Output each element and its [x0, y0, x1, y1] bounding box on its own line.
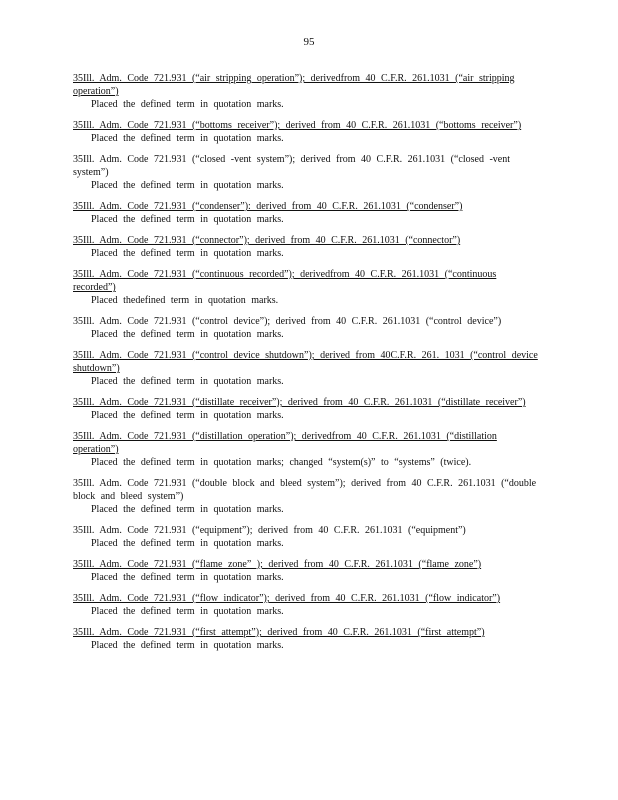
entry-distillate-receiver: [73, 396, 543, 422]
entry-citation: 35Ill. Adm. Code 721.931 (“control device shutdown”); derived from 40C.F.R. 261. 1031 (“control device shutdown”): [73, 350, 538, 374]
entry-note: Placed the defined term in quotation marks.: [91, 640, 284, 651]
entry-first-attempt: [73, 626, 543, 652]
entry-note: Placed the defined term in quotation marks.: [91, 606, 284, 617]
entry-note: Placed the defined term in quotation marks.: [91, 329, 284, 340]
entry-double-block-and-bleed-system: [73, 477, 543, 516]
entry-equipment: [73, 524, 543, 550]
entry-citation: 35Ill. Adm. Code 721.931 (“connector”); derived from 40 C.F.R. 261.1031 (“connector”): [73, 235, 461, 246]
entry-continuous-recorded: [73, 268, 543, 307]
entry-note: Placed the defined term in quotation marks.: [91, 504, 284, 515]
entry-note: Placed the defined term in quotation marks.: [91, 410, 284, 421]
entry-citation: 35Ill. Adm. Code 721.931 (“flow indicator”); derived from 40 C.F.R. 261.1031 (“flow indicator”): [73, 593, 501, 604]
entry-citation: 35Ill. Adm. Code 721.931 (“condenser”): derived from 40 C.F.R. 261.1031 (“condenser”): [73, 201, 463, 212]
entry-citation: 35Ill. Adm. Code 721.931 (“first attempt”); derived from 40 C.F.R. 261.1031 (“first attempt”): [73, 627, 485, 638]
entry-citation: 35Ill. Adm. Code 721.931 (“closed -vent system”); derived from 40 C.F.R. 261.1031 (“closed -vent system”): [73, 154, 511, 178]
entry-citation: 35Ill. Adm. Code 721.931 (“continuous recorded”); derivedfrom 40 C.F.R. 261.1031 (“continuous recorded”): [73, 269, 497, 293]
entry-note: Placed the defined term in quotation marks; changed “system(s)” to “systems” (twice).: [91, 457, 472, 468]
entry-note: Placed the defined term in quotation marks.: [91, 572, 284, 583]
entry-note: Placed the defined term in quotation marks.: [91, 99, 284, 110]
entry-note: Placed the defined term in quotation marks.: [91, 538, 284, 549]
entry-citation: 35Ill. Adm. Code 721.931 (“distillation operation”); derivedfrom 40 C.F.R. 261.1031 (“distillation operation”): [73, 431, 497, 455]
entry-citation: 35Ill. Adm. Code 721.931 (“bottoms receiver”); derived from 40 C.F.R. 261.1031 (“bottoms receiver”): [73, 120, 522, 131]
entry-note: Placed the defined term in quotation marks.: [91, 248, 284, 259]
entry-note: Placed thedefined term in quotation marks.: [91, 295, 279, 306]
entry-note: Placed the defined term in quotation marks.: [91, 376, 284, 387]
entry-citation: 35Ill. Adm. Code 721.931 (“equipment”); derived from 40 C.F.R. 261.1031 (“equipment”): [73, 525, 466, 536]
entry-connector: [73, 234, 543, 260]
entry-bottoms-receiver: [73, 119, 543, 145]
entry-note: Placed the defined term in quotation marks.: [91, 133, 284, 144]
entry-condenser: [73, 200, 543, 226]
entry-flow-indicator: [73, 592, 543, 618]
entry-flame-zone: [73, 558, 543, 584]
entry-note: Placed the defined term in quotation marks.: [91, 180, 284, 191]
entry-citation: 35Ill. Adm. Code 721.931 (“control device”); derived from 40 C.F.R. 261.1031 (“control device”): [73, 316, 502, 327]
entry-control-device-shutdown: [73, 349, 543, 388]
entry-citation: 35Ill. Adm. Code 721.931 (“air stripping operation”); derivedfrom 40 C.F.R. 261.1031 (“air stripping operation”): [73, 73, 515, 97]
entry-closed-vent-system: [73, 153, 543, 192]
entry-citation: 35Ill. Adm. Code 721.931 (“distillate receiver”); derived from 40 C.F.R. 261.1031 (“distillate receiver”): [73, 397, 526, 408]
entry-distillation-operation: [73, 430, 543, 469]
page-number: 95: [303, 36, 315, 48]
entry-citation: 35Ill. Adm. Code 721.931 (“double block and bleed system”); derived from 40 C.F.R. 261.1031 (“double block and bleed system”): [73, 478, 537, 502]
entries-list: [73, 72, 543, 660]
entry-citation: 35Ill. Adm. Code 721.931 (“flame zone” ); derived from 40 C.F.R. 261.1031 (“flame zone”): [73, 559, 482, 570]
entry-air-stripping-operation: [73, 72, 543, 111]
entry-note: Placed the defined term in quotation marks.: [91, 214, 284, 225]
entry-control-device: [73, 315, 543, 341]
